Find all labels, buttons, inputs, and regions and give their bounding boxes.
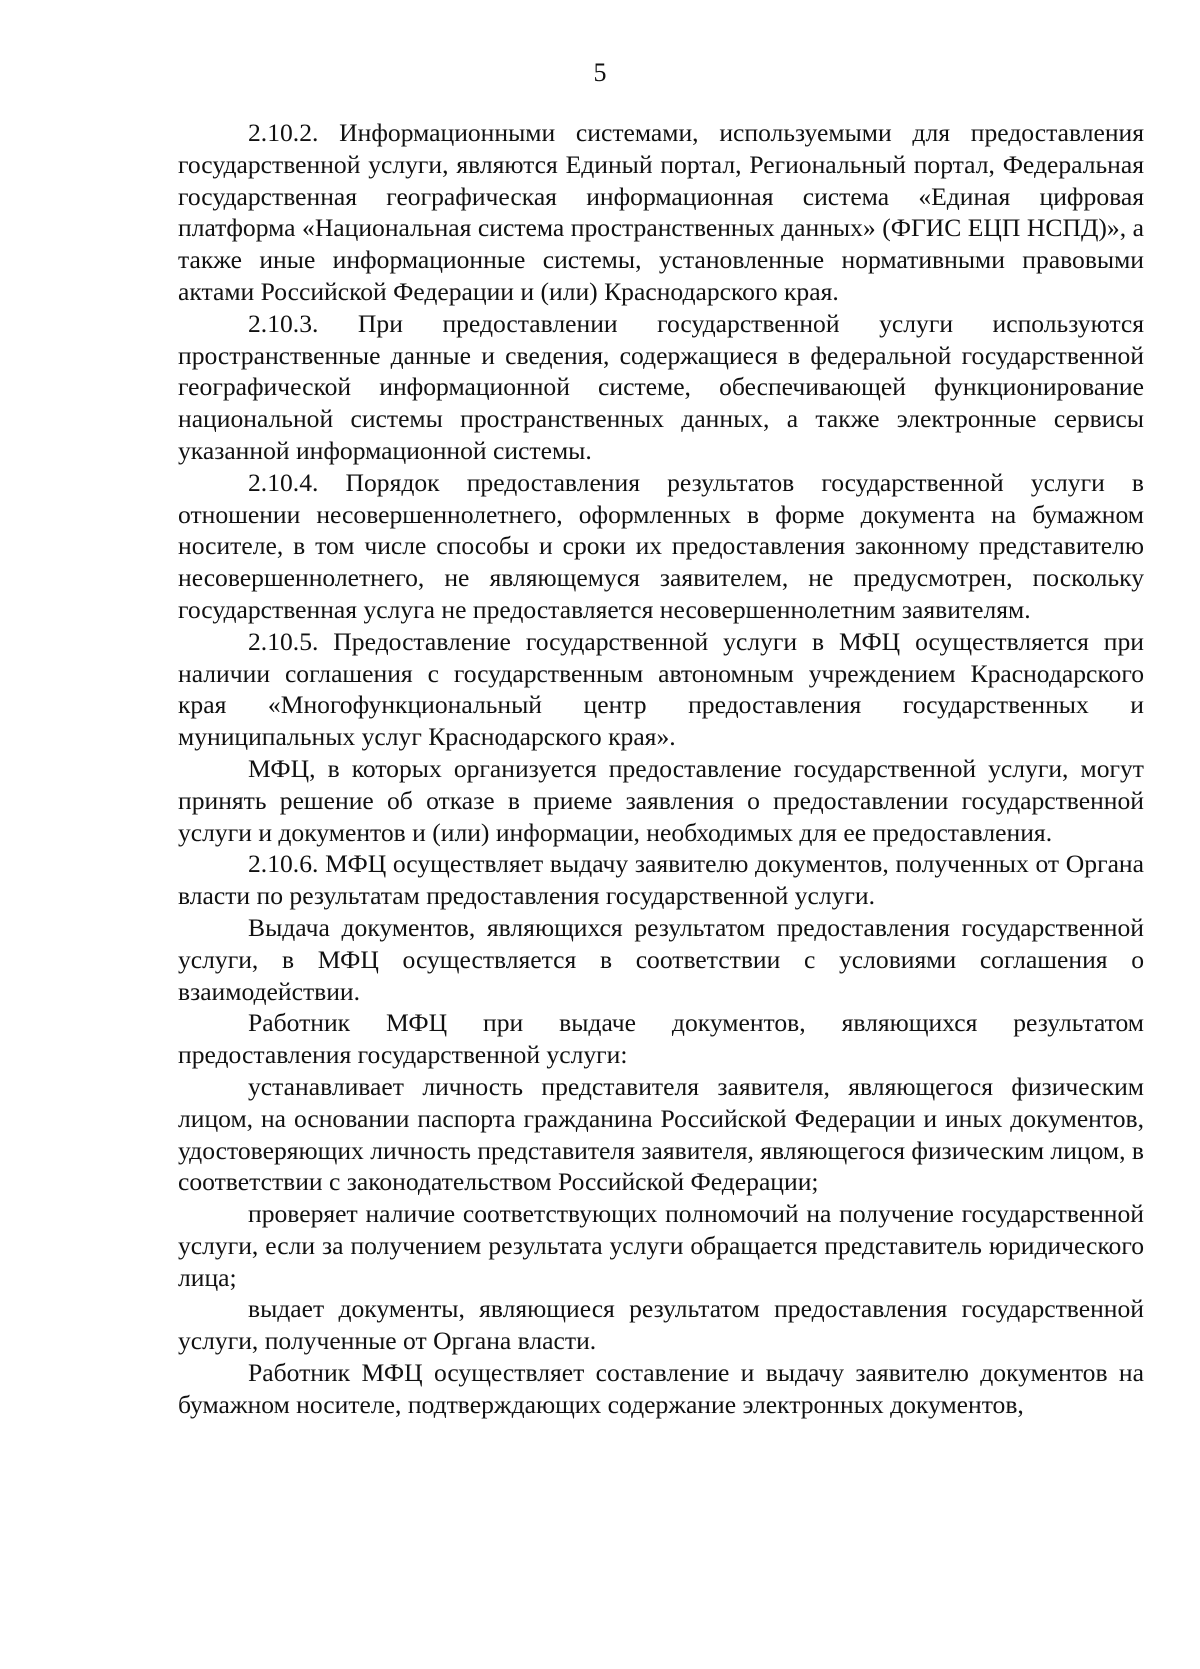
paragraph-2-10-6: 2.10.6. МФЦ осуществляет выдачу заявителю документов, полученных от Органа власти по результатам предоставления государственной услуги. xyxy=(178,849,1144,911)
paragraph-identity-check: устанавливает личность представителя заявителя, являющегося физическим лицом, на основании паспорта гражданина Российской Федерации и иных документов, удостоверяющих личность представителя заявителя, являющегося физическим лицом, в соответствии с законодательством Российской Федерации; xyxy=(178,1071,1144,1197)
paragraph-mfc-refusal: МФЦ, в которых организуется предоставление государственной услуги, могут принять решение об отказе в приеме заявления о предоставлении государственной услуги и документов и (или) информации, необходимых для ее предоставления. xyxy=(178,753,1144,847)
paragraph-2-10-4: 2.10.4. Порядок предоставления результатов государственной услуги в отношении несовершеннолетнего, оформленных в форме документа на бумажном носителе, в том числе способы и сроки их предоставления законному представителю несовершеннолетнего, не являющемуся заявителем, не предусмотрен, поскольку государственная услуга не предоставляется несовершеннолетним заявителям. xyxy=(178,467,1144,624)
paragraph-paper-copies: Работник МФЦ осуществляет составление и выдачу заявителю документов на бумажном носителе, подтверждающих содержание электронных документов, xyxy=(178,1358,1144,1419)
page-number: 5 xyxy=(593,58,607,87)
paragraph-authority-check: проверяет наличие соответствующих полномочий на получение государственной услуги, если за получением результата услуги обращается представитель юридического лица; xyxy=(178,1199,1144,1292)
document-body xyxy=(178,117,1144,1421)
paragraph-2-10-3: 2.10.3. При предоставлении государственной услуги используются пространственные данные и сведения, содержащиеся в федеральной государственной географической информационной системе, обеспечивающей функционирование национальной системы пространственных данных, а также электронные сервисы указанной информационной системы. xyxy=(178,308,1144,465)
paragraph-issue-documents: выдает документы, являющиеся результатом предоставления государственной услуги, полученные от Органа власти. xyxy=(178,1294,1144,1356)
paragraph-issuance: Выдача документов, являющихся результатом предоставления государственной услуги, в МФЦ осуществляется в соответствии с условиями соглашения о взаимодействии. xyxy=(178,912,1144,1006)
paragraph-2-10-2: 2.10.2. Информационными системами, используемыми для предоставления государственной услуги, являются Единый портал, Региональный портал, Федеральная государственная географическая информационная система «Единая цифровая платформа «Национальная система пространственных данных» (ФГИС ЕЦП НСПД)», а также иные информационные системы, установленные нормативными правовыми актами Российской Федерации и (или) Краснодарского края. xyxy=(178,118,1144,306)
paragraph-worker-duties: Работник МФЦ при выдаче документов, являющихся результатом предоставления государственной услуги: xyxy=(178,1008,1144,1070)
paragraph-2-10-5: 2.10.5. Предоставление государственной услуги в МФЦ осуществляется при наличии соглашения с государственным автономным учреждением Краснодарского края «Многофункциональный центр предоставления государственных и муниципальных услуг Краснодарского края». xyxy=(178,626,1144,752)
